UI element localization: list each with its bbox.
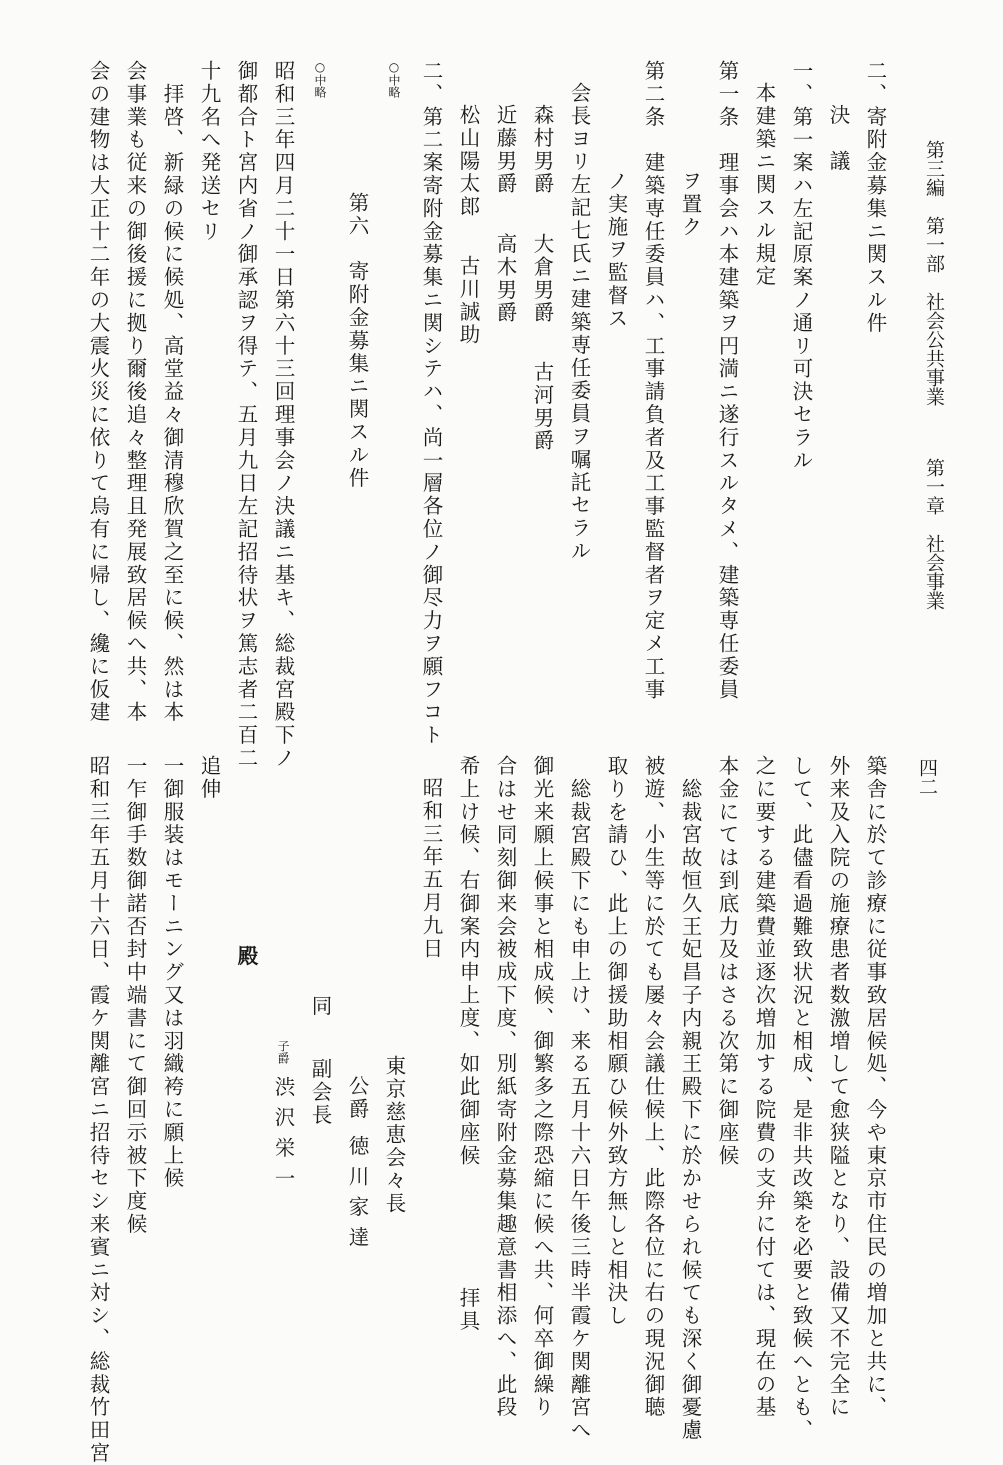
postscript-item: 一御服装はモーニング又は羽織袴に願上候 bbox=[160, 755, 184, 1191]
letter-line: 築舎に於て診療に従事致居候処、今や東京市住民の増加と共に、 bbox=[863, 755, 887, 1420]
member-name: 森村男爵 bbox=[530, 104, 554, 196]
member-row-1 bbox=[523, 60, 560, 675]
member-name: 古川誠助 bbox=[456, 255, 480, 348]
resolution-item-1: 一、第一案ハ左記原案ノ通リ可決セラル bbox=[789, 60, 813, 473]
section-title: 第六 寄附金募集ニ関スル件 bbox=[345, 192, 369, 490]
bottom-text-block bbox=[86, 755, 893, 1465]
article-2: 第二条 建築専任委員ハ、工事請負者及工事監督者ヲ定メ工事 bbox=[641, 60, 665, 702]
letter-date: 昭和三年五月九日 bbox=[419, 777, 443, 961]
page-number: 四二 bbox=[916, 758, 938, 796]
postscript-label: 追伸 bbox=[197, 755, 221, 801]
letter-line: 外来及入院の施療患者数激増して愈狭隘となり、設備又不完全に bbox=[826, 755, 850, 1420]
top-text-block bbox=[79, 60, 893, 770]
regulation-title: 本建築ニ関スル規定 bbox=[752, 82, 776, 289]
letter-line: して、此儘看過難致状況と相成、是非共改築を必要と致候へとも、 bbox=[789, 755, 813, 1442]
letter-line: 拝啓、新緑の候に候処、高堂益々御清穆欣賀之至に候、然は本 bbox=[160, 60, 184, 725]
omission-mark: ○中略 bbox=[387, 60, 401, 98]
member-name: 大倉男爵 bbox=[530, 232, 554, 325]
final-line: 昭和三年五月十六日、霞ケ関離宮ニ招待セシ来賓ニ対シ、総裁竹田宮 bbox=[86, 755, 110, 1465]
body-line: 御都合ト宮内省ノ御承認ヲ得テ、五月九日左記招待状ヲ篤志者二百二 bbox=[234, 60, 258, 770]
sender-org: 東京慈恵会々長 bbox=[382, 1055, 406, 1216]
body-line: 十九名へ発送セリ bbox=[197, 60, 221, 244]
closing-phrase: 拝具 bbox=[456, 1287, 480, 1334]
resolution-label: 決 議 bbox=[826, 104, 850, 173]
header-chapter: 第一章 社会事業 bbox=[923, 458, 945, 610]
letter-line: 総裁宮故恒久王妃昌子内親王殿下に於かせられ候ても深く御憂慮 bbox=[678, 755, 702, 1442]
article-1: 第一条 理事会ハ本建築ヲ円満ニ遂行スルタメ、建築専任委員 bbox=[715, 60, 739, 702]
member-name: 近藤男爵 bbox=[493, 104, 517, 196]
letter-line: 被遊、小生等に於ても屡々会議仕候上、此際各位に右の現況御聴 bbox=[641, 755, 665, 1420]
member-name: 松山陽太郎 bbox=[456, 104, 480, 219]
commission-text: 会長ヨリ左記七氏ニ建築専任委員ヲ嘱託セラル bbox=[567, 82, 591, 563]
letter-line-last: 希上け候、右御案内申上度、如此御座候拝具 bbox=[449, 755, 486, 1355]
body-line: 昭和三年四月二十一日第六十三回理事会ノ決議ニ基キ、総裁宮殿下ノ bbox=[271, 60, 295, 770]
sender-1: 公爵徳川家達 bbox=[345, 1075, 369, 1257]
letter-line: 本金にては到底力及はさる次第に御座候 bbox=[715, 755, 739, 1168]
header-part: 第三編 第一部 社会公共事業 bbox=[923, 140, 945, 406]
letter-line: 会の建物は大正十二年の大震火災に依りて烏有に帰し、纔に仮建 bbox=[86, 60, 110, 725]
member-name: 高木男爵 bbox=[493, 232, 517, 325]
letter-line: 之に要する建築費並逐次増加する院費の支弁に付ては、現在の基 bbox=[752, 755, 776, 1420]
member-row-2 bbox=[486, 60, 523, 675]
article-2-cont: ノ実施ヲ監督ス bbox=[604, 170, 628, 331]
member-name: 古河男爵 bbox=[530, 361, 554, 453]
addressee: 殿 bbox=[234, 945, 258, 968]
sender-2-role: 同副会長 bbox=[308, 995, 332, 1127]
letter-line: 会事業も従来の御後援に拠り爾後追々整理且発展致居候へ共、本 bbox=[123, 60, 147, 725]
running-header bbox=[924, 140, 943, 610]
letter-line: 総裁宮殿下にも申上け、来る五月十六日午後三時半霞ケ関離宮へ bbox=[567, 755, 591, 1442]
postscript-item: 一乍御手数御諾否封中端書にて御回示被下度候 bbox=[123, 755, 147, 1236]
letter-line: 合はせ同刻御来会被成下度、別紙寄附金募集趣意書相添へ、此段 bbox=[493, 755, 517, 1420]
letter-line: 取りを請ひ、此上の御援助相願ひ候外致方無しと相決し bbox=[604, 755, 628, 1328]
omission-mark: ○中略 bbox=[313, 60, 327, 98]
member-row-3 bbox=[449, 60, 486, 675]
letter-line: 御光来願上候事と相成候、御繁多之際恐縮に候へ共、何卒御繰り bbox=[530, 755, 554, 1420]
sender-2: 子爵渋沢栄一 bbox=[271, 1040, 295, 1198]
resolution-item-2: 二、第二案寄附金募集ニ関シテハ、尚一層各位ノ御尽力ヲ願フコト bbox=[419, 60, 443, 747]
article-1-cont: ヲ置ク bbox=[678, 170, 702, 239]
item-heading: 二、寄附金募集ニ関スル件 bbox=[863, 60, 887, 335]
